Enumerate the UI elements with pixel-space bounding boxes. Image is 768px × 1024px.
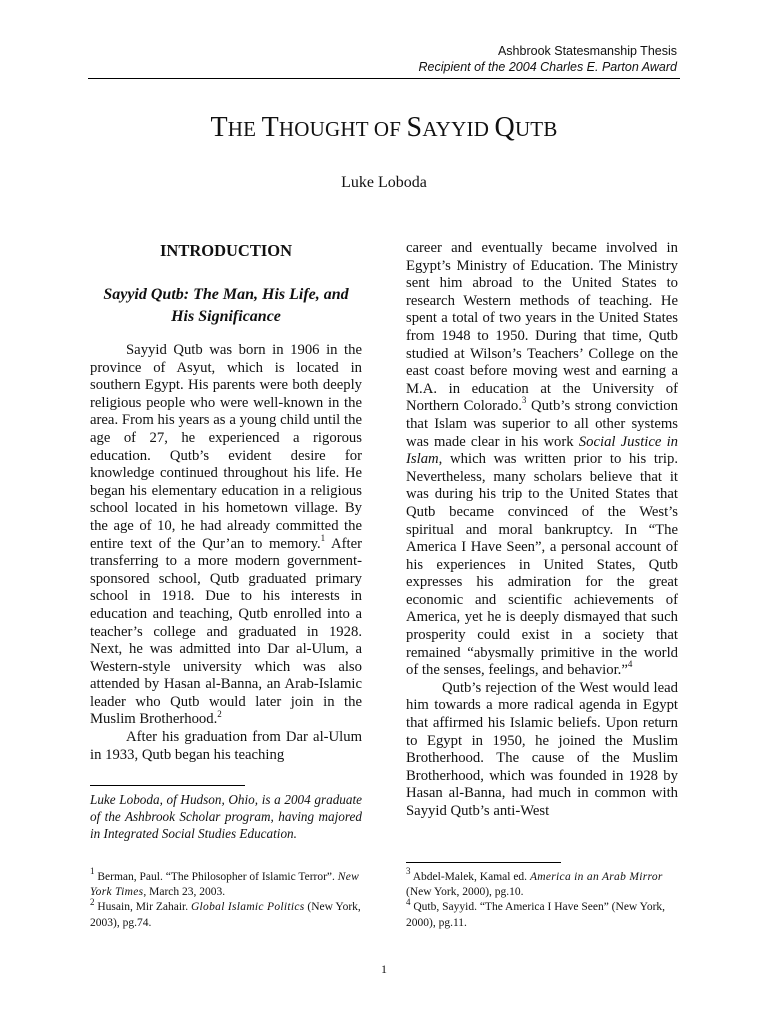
footnote-title: America in an Arab Mirror bbox=[529, 871, 663, 883]
header-award: Recipient of the 2004 Charles E. Parton Award bbox=[418, 60, 677, 74]
footnote-item bbox=[90, 896, 362, 930]
header-series: Ashbrook Statesmanship Thesis bbox=[497, 44, 677, 58]
title-part: T bbox=[210, 112, 228, 143]
body-text: career and eventually became involved in Egypt’s Ministry of Education. The Ministry sent him abroad to the United States to research Western methods of teaching. He spent a total of two years in the United States from 1948 to 1950. During that time, Qutb studied at Wilson’s Teachers’ College on the east coast before moving west and earning a M.A. in education at the University of Northern Colorado. bbox=[406, 240, 678, 415]
right-column bbox=[406, 240, 678, 821]
title-part: Q bbox=[494, 112, 515, 143]
footnote-text: (New York, 2000), pg.10. bbox=[406, 886, 524, 899]
footnote-item bbox=[90, 866, 362, 900]
footnote-number: 1 bbox=[90, 866, 95, 877]
body-paragraph bbox=[406, 240, 678, 680]
body-text: , which was written prior to his trip. Nevertheless, many scholars believe that it was during his trip to the United States that Qutb became convinced of the West’s spiritual and moral bankruptcy. In “The America I Have Seen”, a personal account of his experiences in United States, Qutb expresses his admiration for the great economic and scientific achievements of America, yet he is deeply dismayed that such prosperity could exist in a society that remained “abysmally primitive in the world of the senses, feelings, and behavior.” bbox=[406, 451, 678, 679]
footnote-item bbox=[406, 866, 678, 900]
footnote-text: (New York, 2003), pg.74. bbox=[90, 901, 361, 929]
footnote-text: Qutb, Sayyid. “The America I Have Seen” (New York, 2000), pg.11. bbox=[406, 901, 666, 929]
footnotes-left bbox=[90, 866, 362, 931]
footnote-number: 4 bbox=[406, 896, 411, 907]
subsection-heading: Sayyid Qutb: The Man, His Life, and His Significance bbox=[103, 286, 349, 325]
footnote-text: Abdel-Malek, Kamal ed. bbox=[410, 871, 530, 883]
footnote-text: , March 23, 2003. bbox=[143, 886, 226, 899]
page-title bbox=[0, 112, 768, 144]
book-title: Social Justice in Islam bbox=[406, 433, 678, 468]
author-name: Luke Loboda bbox=[341, 174, 427, 191]
body-text: Sayyid Qutb was born in 1906 in the province of Asyut, which is located in southern Egypt. His parents were both deeply religious people who were well-known in the area. From his years as a young child until the age of 27, he experienced a rigorous education. Qutb’s evident desire for knowledge continued throughout his life. He began his elementary education in a religious school located in his hometown village. By the age of 10, he had already committed the entire text of the Qur’an to memory. bbox=[90, 342, 362, 552]
footnote-rule bbox=[90, 785, 245, 786]
footnote-ref[interactable]: 2 bbox=[217, 708, 222, 719]
footnote-title: Global Islamic Politics bbox=[190, 901, 305, 914]
header-rule bbox=[88, 78, 680, 79]
left-column bbox=[90, 240, 362, 764]
page-number: 1 bbox=[381, 962, 387, 976]
title-part: S bbox=[406, 112, 423, 143]
title-part: T bbox=[261, 112, 279, 143]
footnote-text: Husain, Mir Zahair. bbox=[94, 901, 191, 914]
title-part: HOUGHT OF bbox=[278, 117, 407, 141]
footnote-number: 2 bbox=[90, 896, 95, 907]
footnote-ref[interactable]: 4 bbox=[627, 659, 633, 670]
footnote-title: New York Times bbox=[90, 871, 360, 899]
footnotes-right bbox=[406, 866, 678, 931]
body-text: Qutb’s strong conviction that Islam was superior to all other systems was made clear in his work bbox=[406, 398, 678, 450]
body-paragraph bbox=[90, 342, 362, 729]
footnote-number: 3 bbox=[406, 866, 411, 877]
footnote-text: Berman, Paul. “The Philosopher of Islamic Terror”. bbox=[94, 871, 338, 883]
body-text: After transferring to a more modern government-sponsored school, Qutb graduated primary school in 1918. Due to his interests in education and teaching, Qutb enrolled into a teacher’s college and graduated in 1928. Next, he was admitted into Dar al-Ulum, a Western-style university which was also attended by Hasan al-Banna, an Arab-Islamic leader who Qutb would later join in the Muslim Brotherhood. bbox=[90, 535, 362, 728]
footnote-ref[interactable]: 1 bbox=[320, 532, 326, 543]
body-paragraph: Qutb’s rejection of the West would lead him towards a more radical agenda in Egypt that affirmed his Islamic beliefs. Upon return to Egypt in 1950, he joined the Muslim Brotherhood. The cause of the Muslim Brotherhood, which was founded in 1928 by Hasan al-Banna, had much in common with Sayyid Qutb’s anti-West bbox=[406, 679, 678, 819]
footnote-rule bbox=[406, 862, 561, 863]
footnote-item bbox=[406, 896, 678, 930]
title-part: AYYID bbox=[422, 117, 495, 141]
author-bio: Luke Loboda, of Hudson, Ohio, is a 2004 graduate of the Ashbrook Scholar program, having majored in Integrated Social Studies Education. bbox=[90, 792, 362, 841]
body-paragraph: After his graduation from Dar al-Ulum in 1933, Qutb began his teaching bbox=[90, 729, 362, 763]
footnote-ref[interactable]: 3 bbox=[521, 395, 527, 406]
title-part: HE bbox=[227, 117, 262, 141]
section-heading: INTRODUCTION bbox=[159, 241, 293, 260]
title-part: UTB bbox=[514, 117, 558, 141]
